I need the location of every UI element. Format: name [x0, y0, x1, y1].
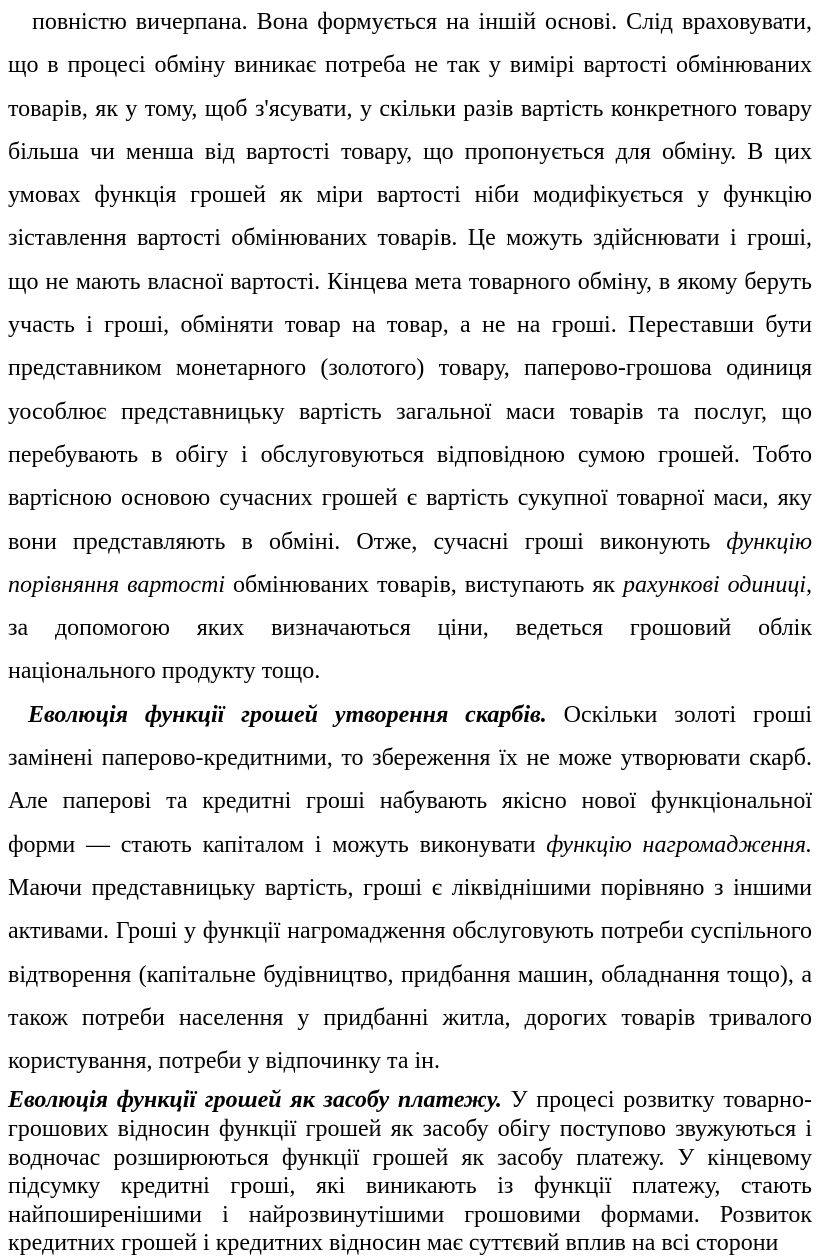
text-run: за допомогою яких визначаються ціни, ведеться грошовий облік національного продукту тощо. [8, 615, 812, 685]
section-heading: Еволюція функції грошей як засобу платежу. [8, 1087, 502, 1114]
paragraph-payment-function-evolution [8, 1086, 812, 1258]
section-heading: Еволюція функції грошей утворення скарбів. [28, 701, 547, 728]
document-page [8, 0, 812, 1258]
paragraph-hoard-function-evolution [8, 694, 812, 1084]
text-run: обмінюваних товарів, виступають як [225, 571, 623, 598]
emphasis-term: функцію нагромадження. [546, 831, 812, 858]
text-run: У процесі розвитку товарно-грошових відносин функції грошей як засобу обігу поступово звужуються і водночас розширюються функції грошей як засобу платежу. У кінцевому підсумку кредитні гроші, які виникають із функції платежу, стають найпоширенішими і найрозвинутішими грошовими формами. Розвиток кредитних грошей і кредитних відносин має суттєвий вплив на всі сторони [8, 1087, 813, 1257]
emphasis-term: функцію порівняння вартості [8, 528, 812, 598]
text-run: повністю вичерпана. Вона формується на іншій основі. Слід враховувати, що в процесі обміну виникає потреба не так у вимірі вартості обмінюваних товарів, як у тому, щоб з'ясувати, у скільки разів вартість конкретного товару більша чи менша від вартості товару, що пропонується для обміну. В цих умовах функція грошей як міри вартості ніби модифікується у функцію зіставлення вартості обмінюваних товарів. Це можуть здійснювати і гроші, що не мають власної вартості. Кінцева мета товарного обміну, в якому беруть участь і гроші, обміняти товар на товар, а не на гроші. Переставши бути представником монетарного (золотого) товару, паперово-грошова одиниця уособлює представницьку вартість загальної маси товарів та послуг, що перебувають в обігу і обслуговуються відповідною сумою грошей. Тобто вартісною основою сучасних грошей є вартість сукупної товарної маси, яку вони представляють в обміні. Отже, сучасні гроші виконують [8, 9, 812, 555]
emphasis-term: рахункові одиниці, [623, 571, 812, 598]
text-run: Оскільки золоті гроші замінені паперово-кредитними, то збереження їх не може утворювати скарб. Але паперові та кредитні гроші набувають якісно нової функціональної форми — стають капіталом і можуть виконувати [8, 701, 812, 858]
paragraph-function-of-value-comparison [8, 0, 812, 694]
text-run: Маючи представницьку вартість, гроші є ліквіднішими порівняно з іншими активами. Гроші у функції нагромадження обслуговують потреби суспільного відтворення (капітальне будівництво, придбання машин, обладнання тощо), а також потреби населення у придбанні житла, дорогих товарів тривалого користування, потреби у відпочинку та ін. [8, 874, 812, 1075]
